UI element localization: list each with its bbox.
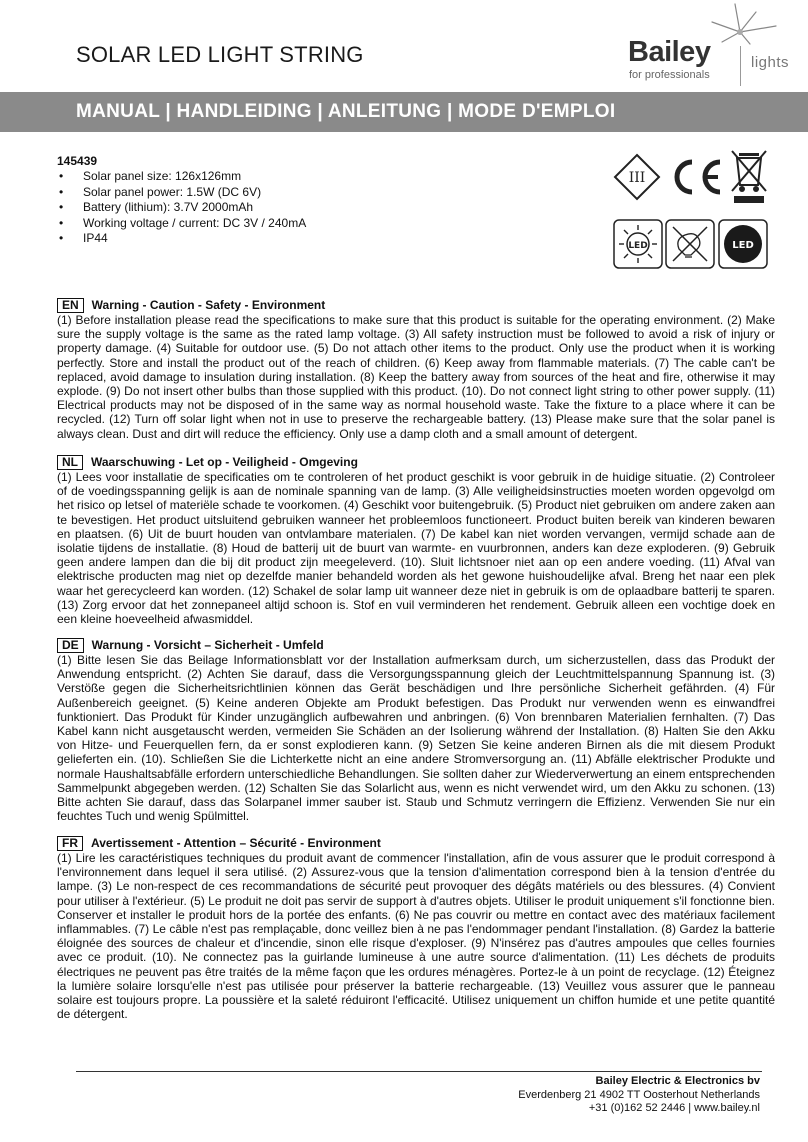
- page-title: SOLAR LED LIGHT STRING: [76, 42, 364, 67]
- manual-banner: [0, 92, 808, 132]
- language-code: NL: [57, 455, 83, 470]
- company-name: Bailey Electric & Electronics bv: [595, 1075, 760, 1087]
- spec-item: • Working voltage / current: DC 3V / 240mA: [57, 216, 306, 232]
- language-code: DE: [57, 638, 84, 653]
- company-address: Everdenberg 21 4902 TT Oosterhout Netherlands: [518, 1088, 760, 1101]
- section-body: (1) Lire les caractéristiques techniques du produit avant de commencer l'installation, afin de vous assurer que le produit correspond à l'environnement dans lequel il sera utilisé. (2) Assurez-vous que la tension d'alimentation correspond bien à la tension d'entrée du lampe. (3) Le non-respect de ces recommandations de sécurité peut provoquer des dégâts matériels ou des blessures. (4) Convient pour utiliser à l'extérieur. (5) Le produit ne doit pas servir de support à d'autres objets. Utiliser le produit uniquement s'il fonctionne bien. Conserver et installer le produit hors de la portée des enfants. (6) Ne pas couvrir ou mettre en contact avec des matériaux facilement inflammables. (7) Le câble n'est pas remplaçable, donc veillez bien à ne pas l'endommager pendant l'installation. (8) Gardez la batterie éloignée des sources de chaleur et d'incendie, sinon elle risque d'exploser. (9) N'insérez pas d'autres ampoules que celles fournies avec ce produit. (10). Ne connectez pas la guirlande lumineuse à une autre source d'alimentation. (11) Les déchets de produits électriques ne peuvent pas être traités de la même façon que les ordures ménagères. Portez-le à un point de recyclage. (12) Éteignez la lumière solaire lorsqu'elle n'est pas utilisée pour préserver la batterie rechargeable. (13) Veuillez vous assurer que le panneau solaire est toujours propre. La poussière et la saleté réduiront l'efficacité. Utilisez uniquement un chiffon humide et une petite quantité de détergent.: [57, 851, 775, 1022]
- spec-item: • Battery (lithium): 3.7V 2000mAh: [57, 200, 306, 216]
- logo-tagline: for professionals: [629, 69, 710, 81]
- company-contact: +31 (0)162 52 2446 | www.bailey.nl: [588, 1102, 760, 1114]
- section-heading: Warning - Caution - Safety - Environment: [91, 298, 326, 312]
- section-fr: [57, 836, 775, 1021]
- section-heading: Waarschuwing - Let op - Veiligheid - Omgeving: [91, 455, 358, 469]
- section-body: (1) Before installation please read the specifications to make sure that this product is suitable for the operating environment. (2) Make sure the supply voltage is the same as the rated lamp voltage. (3) All safety instruction must be followed to avoid a risk of injury or property damage. (4) Suitable for outdoor use. (5) Do not attach other items to the product. Only use the product when it is working perfectly. Store and install the product out of the reach of children. (6) Keep away from flammable materials. (7) The cable can't be replaced, avoid damage to insulation during installation. (8) Keep the battery away from sources of the heat and fire, otherwise it may explode. (9) Do not insert other bulbs than those supplied with this product. (10). Do not connect light string to other power supply. (11) Electrical products may not be disposed of in the same way as normal household waste. Take the fixture to a place where it can be recycled. (12) Turn off solar light when not in use to preserve the rechargeable battery. (13) Please make sure that the solar panel is always clean. Dust and dirt will reduce the efficiency. Only use a damp cloth and a small amount of detergent.: [57, 313, 775, 441]
- product-specs: [57, 154, 306, 247]
- spec-item: • Solar panel power: 1.5W (DC 6V): [57, 185, 306, 201]
- brand-logo: [600, 2, 808, 94]
- section-nl: [57, 455, 775, 626]
- spec-item: • Solar panel size: 126x126mm: [57, 169, 306, 185]
- footer-divider: [76, 1071, 762, 1072]
- banner-title: MANUAL | HANDLEIDING | ANLEITUNG | MODE D'EMPLOI: [76, 101, 616, 122]
- weee-bin-icon: [728, 145, 770, 205]
- product-number: 145439: [57, 154, 98, 168]
- svg-text:III: III: [628, 170, 646, 186]
- section-header: [57, 836, 775, 851]
- section-header: [57, 638, 775, 653]
- class-iii-icon: [612, 152, 662, 202]
- spec-list: [57, 169, 306, 247]
- svg-text:LED: LED: [628, 241, 648, 251]
- section-body: (1) Lees voor installatie de specificaties om te controleren of het product geschikt is voor gebruik in de huidige situatie. (2) Controleer of de voedingsspanning gelijk is aan de nominale spanning van de lamp. (3) Alle veiligheidsinstructies moeten worden opgevolgd om het risico op letsel of materiële schade te voorkomen. (4) Geschikt voor buitengebruik. (5) Product niet gebruiken om andere zaken aan te bevestigen. Het product uitsluitend gebruiken wanneer het probleemloos functioneert. Product buiten bereik van kinderen bewaren en plaatsen. (6) Uit de buurt houden van ontvlambare materialen. (7) De kabel kan niet worden vervangen, vermijd schade aan de isolatie tijdens de installatie. (8) Houd de batterij uit de buurt van warmte- en vuurbronnen, anders kan deze exploderen. (9) Gebruik geen andere lampen dan die bij dit product zijn meegeleverd. (10). Sluit lichtsnoer niet aan op een andere voeding. (11) Afval van elektrische producten mag niet op dezelfde manier behandeld worden als het gewone huishoudelijke afval. Breng het naar een plek waar het gerecycleerd kan worden. (12) Schakel de solar lamp uit wanneer deze niet in gebruik is om de oplaadbare batterij te sparen. (13) Zorg ervoor dat het zonnepaneel altijd schoon is. Stof en vuil verminderen het rendement. Gebruik alleen een vochtige doek en een kleine hoeveelheid afwasmiddel.: [57, 470, 775, 627]
- logo-brand-name: Bailey: [628, 36, 711, 68]
- section-heading: Avertissement - Attention – Sécurité - Environment: [91, 836, 381, 850]
- section-body: (1) Bitte lesen Sie das Beilage Informationsblatt vor der Installation aufmerksam durch, um sicherzustellen, dass das Produkt der Anwendung entspricht. (2) Achten Sie darauf, dass die Versorgungsspannung gleich der Leuchtmittelspannung Spannung ist. (3) Verstöße gegen die Sicherheitsrichtlinien können das Gerät beschädigen und Ihre persönliche Sicherheit gefährden. (4) Für Außenbereich geeignet. (5) Keine anderen Objekte am Produkt befestigen. Das Produkt nur verwenden wenn es einwandfrei funktioniert. Das Produkt für Kinder unzugänglich aufbewahren und anbringen. (6) Von brennbaren Materialien fernhalten. (7) Das Kabel kann nicht ausgetauscht werden, vermeiden Sie Schäden an der Isolierung während der Installation. (8) Halten Sie den Akku von Hitze- und Feuerquellen fern, da er sonst explodieren kann. (9) Setzen Sie keine anderen Birnen als die mit diesem Produkt gelieferten ein. (10). Schließen Sie die Lichterkette nicht an eine andere Stromversorgung an. (11) Abfälle elektrischer Produkte und normale Haushaltsabfälle erfordern unterschiedliche Behandlungen. Sie sollten daher zur Wiederverwertung an einem entsprechenden Sammelpunkt abgegeben werden. (12) Schalten Sie das Solarlicht aus, wenn es nicht verwendet wird, um den Akku zu schonen. (13) Bitte achten Sie darauf, dass das Solarpanel immer sauber ist. Staub und Schmutz verringern die Effizienz. Verwenden Sie nur ein feuchtes Tuch und wenig Spülmittel.: [57, 653, 775, 824]
- no-replaceable-bulb-icon: [665, 219, 715, 269]
- section-en: [57, 298, 775, 441]
- led-icon: [613, 219, 663, 269]
- ce-mark-icon: [666, 154, 726, 204]
- logo-divider: [740, 46, 741, 86]
- language-code: EN: [57, 298, 84, 313]
- footer: [518, 1075, 760, 1116]
- language-code: FR: [57, 836, 83, 851]
- spec-item: • IP44: [57, 231, 306, 247]
- svg-text:LED: LED: [732, 240, 754, 251]
- section-de: [57, 638, 775, 823]
- section-heading: Warnung - Vorsicht – Sicherheit - Umfeld: [91, 638, 324, 652]
- logo-lights-text: lights: [751, 54, 790, 71]
- section-header: [57, 298, 775, 313]
- led-dark-icon: [718, 219, 768, 269]
- section-header: [57, 455, 775, 470]
